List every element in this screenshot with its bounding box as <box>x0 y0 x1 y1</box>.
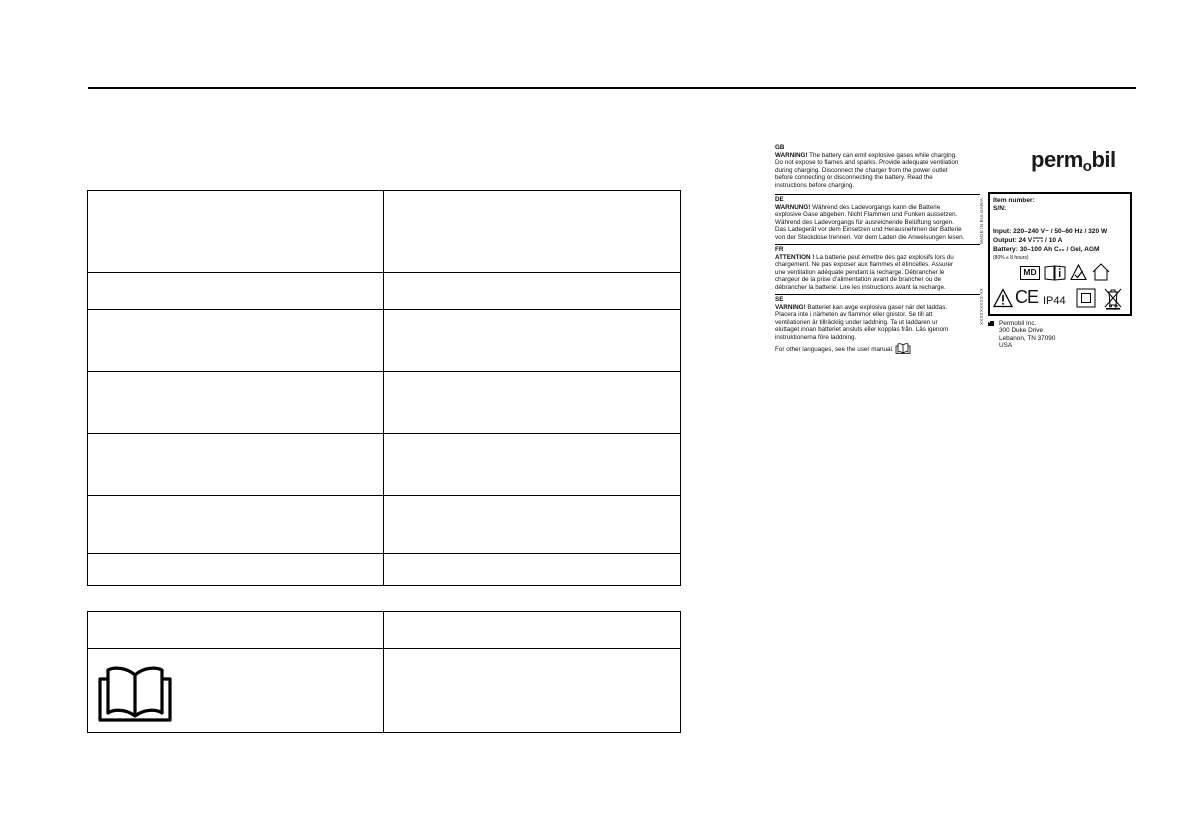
divider <box>775 294 980 295</box>
md-mark-icon: MD <box>1020 266 1040 280</box>
rating-box <box>988 192 1132 316</box>
table-row <box>88 372 681 434</box>
spec-table <box>87 190 681 586</box>
rcm-mark-icon <box>1070 264 1087 281</box>
battery-rating: Battery: 30–100 Ah C₂₀ / Gel, AGM <box>993 246 1100 253</box>
manufacturer-icon <box>988 320 994 326</box>
table-row <box>88 310 681 372</box>
warning-triangle-icon <box>993 288 1013 308</box>
warning-gb: GB WARNING! The battery can emit explosive gases while charging. Do not expose to flames and sparks. Provide adequate ventilation during charging. Disconnect the charger from the power outlet before connecting or disconnecting the battery. Read the instructions before charging. <box>775 144 987 189</box>
double-insulation-icon <box>1076 288 1096 308</box>
charger-label <box>775 138 1135 370</box>
batch-code: XXXXXXXXX-XX <box>979 288 984 325</box>
table-row <box>88 496 681 554</box>
warning-de: DE WARNUNG! Während des Ladevorgangs kann die Batterie explosive Gase abgeben. Nicht Flammen und Funken aussetzen. Während des Ladevorgangs für ausreichende Belüftung sorgen. Das Ladegerät vor dem Einsetzen und Herausnehmen der Batterie von der Steckdose trennen. Vor dem Laden die Anweisungen lesen. <box>775 196 987 241</box>
permobil-logo: permobil <box>1031 147 1116 175</box>
ip-rating: IP44 <box>1043 295 1066 307</box>
user-manual-icon <box>96 661 174 723</box>
indoor-use-icon <box>1091 262 1111 282</box>
warning-lead: WARNING! <box>775 151 808 159</box>
lang-code: FR <box>775 246 784 253</box>
warning-lead: VARNING! <box>775 303 806 311</box>
output-rating: Output: 24 V / 10 A <box>993 237 1063 244</box>
warning-lead: ATTENTION ! <box>775 253 815 261</box>
dc-symbol-icon <box>1033 237 1043 242</box>
lang-code: DE <box>775 196 784 203</box>
warning-fr: FR ATTENTION ! La batterie peut émettre des gaz explosifs lors du chargement. Ne pas exposer aux flammes et étincelles. Assurer une ventilation adéquate pendant la recharge. Débrancher le chargeur de la prise d'alimentation avant de brancher ou de débrancher la batterie. Lire les instructions avant la recharge. <box>775 246 987 291</box>
header-rule <box>88 87 1136 89</box>
input-rating: Input: 220–240 V~ / 50–60 Hz / 320 W <box>993 228 1108 235</box>
symbol-table <box>87 611 681 733</box>
table-row <box>88 649 681 733</box>
other-languages-note: For other languages, see the user manual. <box>775 342 987 354</box>
table-row <box>88 434 681 496</box>
lang-code: SE <box>775 296 784 303</box>
serial-number: S/N: <box>993 205 1007 212</box>
charge-time-note: (80% ≤ 8 hours) <box>993 255 1029 261</box>
item-number: Item number: <box>993 197 1035 204</box>
table-row <box>88 554 681 586</box>
divider <box>775 244 980 245</box>
warning-lead: WARNUNG! <box>775 203 811 211</box>
manufacturer-address: Permobil Inc. 300 Duke Drive Lebanon, TN 37090 USA <box>999 320 1056 350</box>
table-row <box>88 273 681 310</box>
origin-code: MADE IN BULGARIA <box>979 198 984 244</box>
warning-se: SE VARNING! Batteriet kan avge explosiva gaser när det laddas. Placera inte i närheten av flammor eller gnistor. Se till att ventilationen är tillräcklig under laddning. Ta ut laddaren ur eluttaget innan batteriet ansluts eller kopplas från. Läs igenom instruktionerna före laddning. For other languages, see the user manual. <box>775 296 987 354</box>
divider <box>775 194 980 195</box>
read-instructions-icon <box>1044 265 1066 281</box>
table-row <box>88 191 681 273</box>
table-row <box>88 612 681 649</box>
manual-small-icon <box>895 342 911 354</box>
lang-code: GB <box>775 144 785 151</box>
ce-mark-icon: CE <box>1015 287 1039 307</box>
weee-bin-icon <box>1102 286 1124 310</box>
